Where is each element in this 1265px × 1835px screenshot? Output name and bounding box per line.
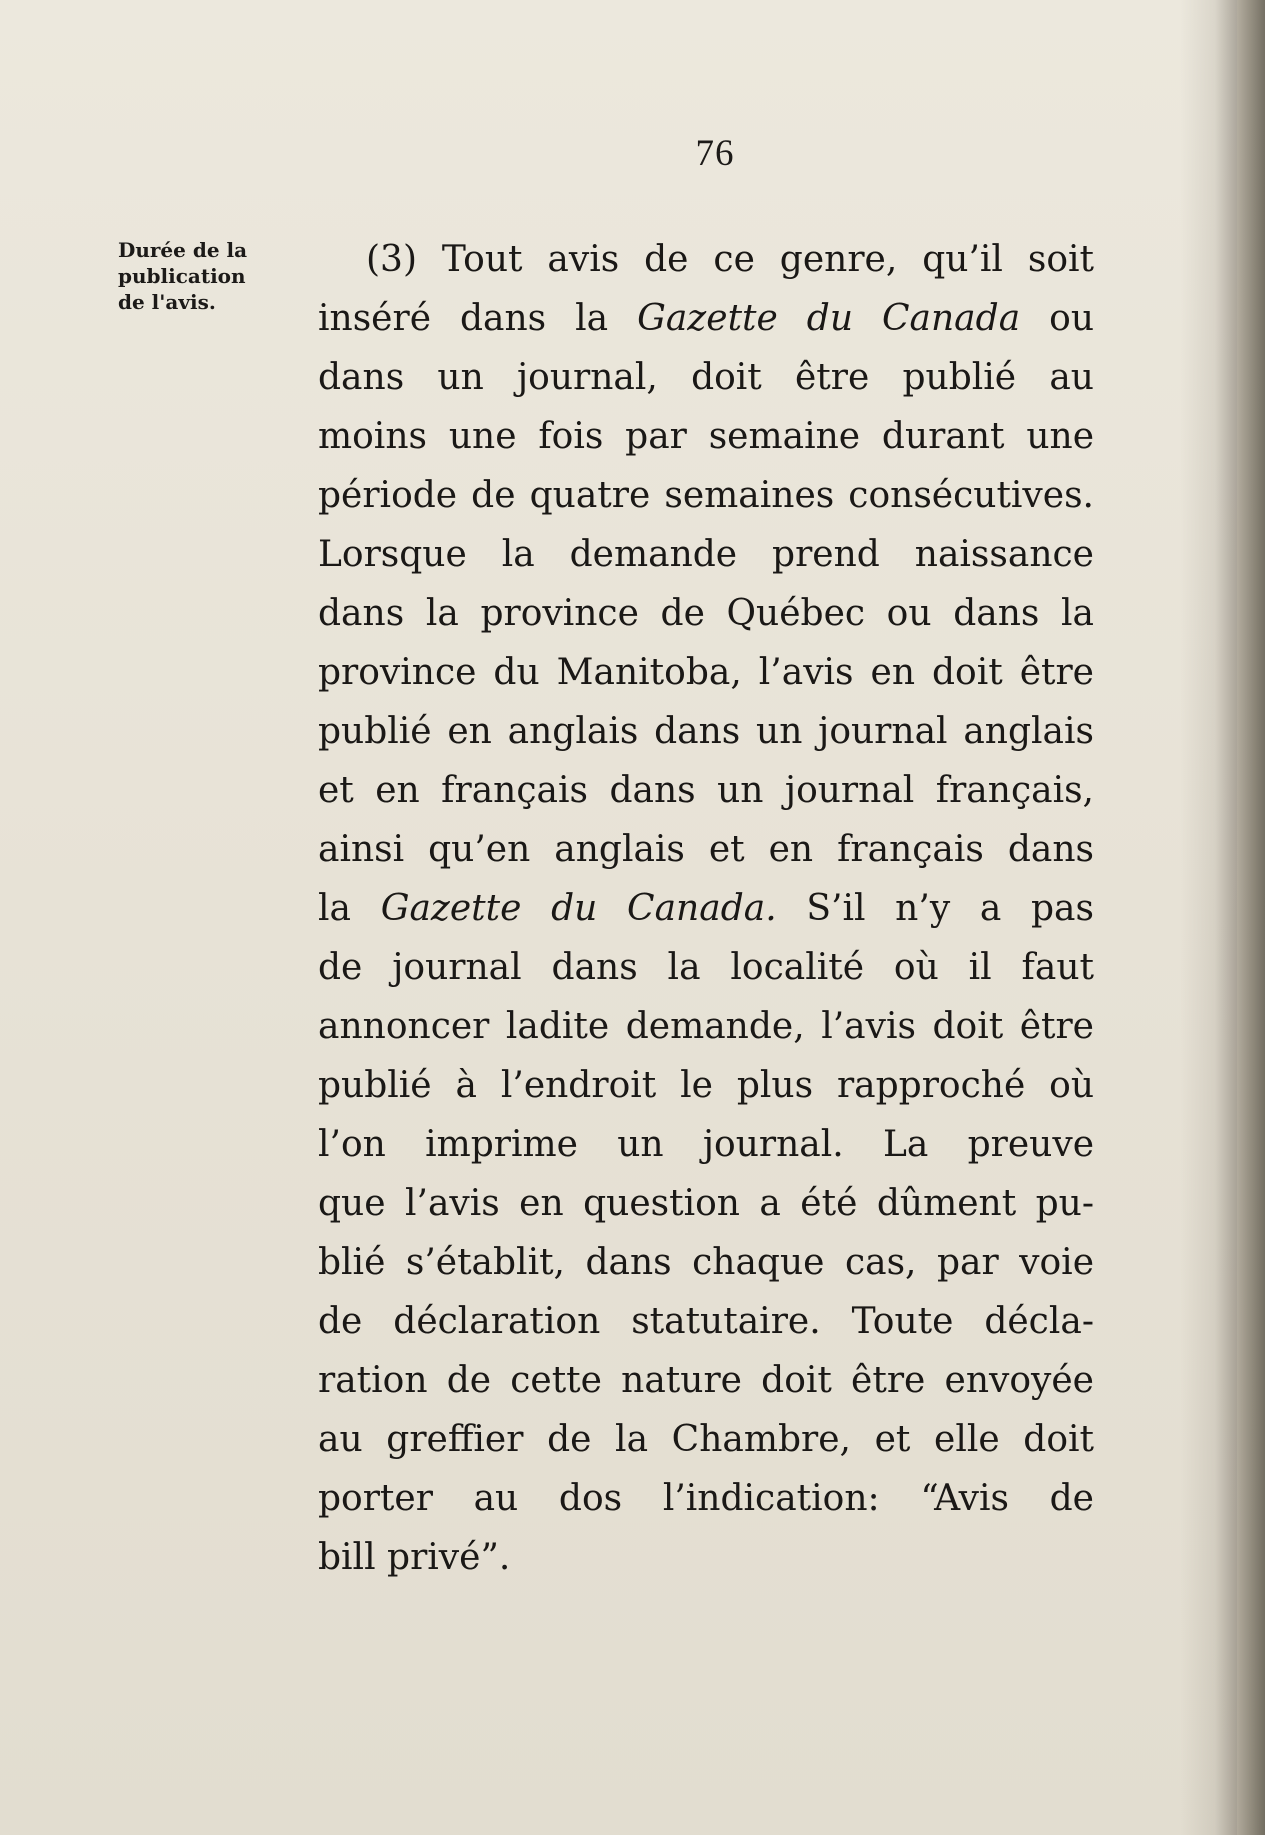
text-line: ainsi qu’en anglais et en français dans	[318, 829, 1094, 870]
text-line: porter au dos l’indication: “Avis de	[318, 1478, 1094, 1519]
text-line: publié en anglais dans un journal anglais	[318, 711, 1094, 752]
text-line: Lorsque la demande prend naissance	[318, 534, 1094, 575]
text-line: (3) Tout avis de ce genre, qu’il soit	[366, 239, 1094, 280]
margin-note	[118, 237, 288, 315]
page-number: 76	[695, 133, 735, 174]
text-line: annoncer ladite demande, l’avis doit être	[318, 1006, 1094, 1047]
text-line: de déclaration statutaire. Toute décla-	[318, 1301, 1094, 1342]
text-line: dans un journal, doit être publié au	[318, 357, 1094, 398]
page-edge-shadow	[1237, 0, 1265, 1835]
text-line: la Gazette du Canada. S’il n’y a pas	[318, 888, 1094, 929]
text-line: ration de cette nature doit être envoyée	[318, 1360, 1094, 1401]
margin-note-line: publication	[118, 264, 246, 288]
text-line: blié s’établit, dans chaque cas, par voie	[318, 1242, 1094, 1283]
text-line: que l’avis en question a été dûment pu-	[318, 1183, 1094, 1224]
text-line: période de quatre semaines consécutives.	[318, 475, 1094, 516]
margin-note-line: de l'avis.	[118, 290, 216, 314]
text-line: dans la province de Québec ou dans la	[318, 593, 1094, 634]
text-line: publié à l’endroit le plus rapproché où	[318, 1065, 1094, 1106]
text-line: et en français dans un journal français,	[318, 770, 1094, 811]
text-line: moins une fois par semaine durant une	[318, 416, 1094, 457]
text-line: bill privé”.	[318, 1537, 511, 1578]
margin-note-line: Durée de la	[118, 238, 248, 262]
text-line: au greffier de la Chambre, et elle doit	[318, 1419, 1094, 1460]
text-line: inséré dans la Gazette du Canada ou	[318, 298, 1095, 339]
text-line: de journal dans la localité où il faut	[318, 947, 1094, 988]
body-paragraph	[318, 230, 1094, 1587]
text-line: province du Manitoba, l’avis en doit être	[318, 652, 1094, 693]
text-line: l’on imprime un journal. La preuve	[318, 1124, 1094, 1165]
